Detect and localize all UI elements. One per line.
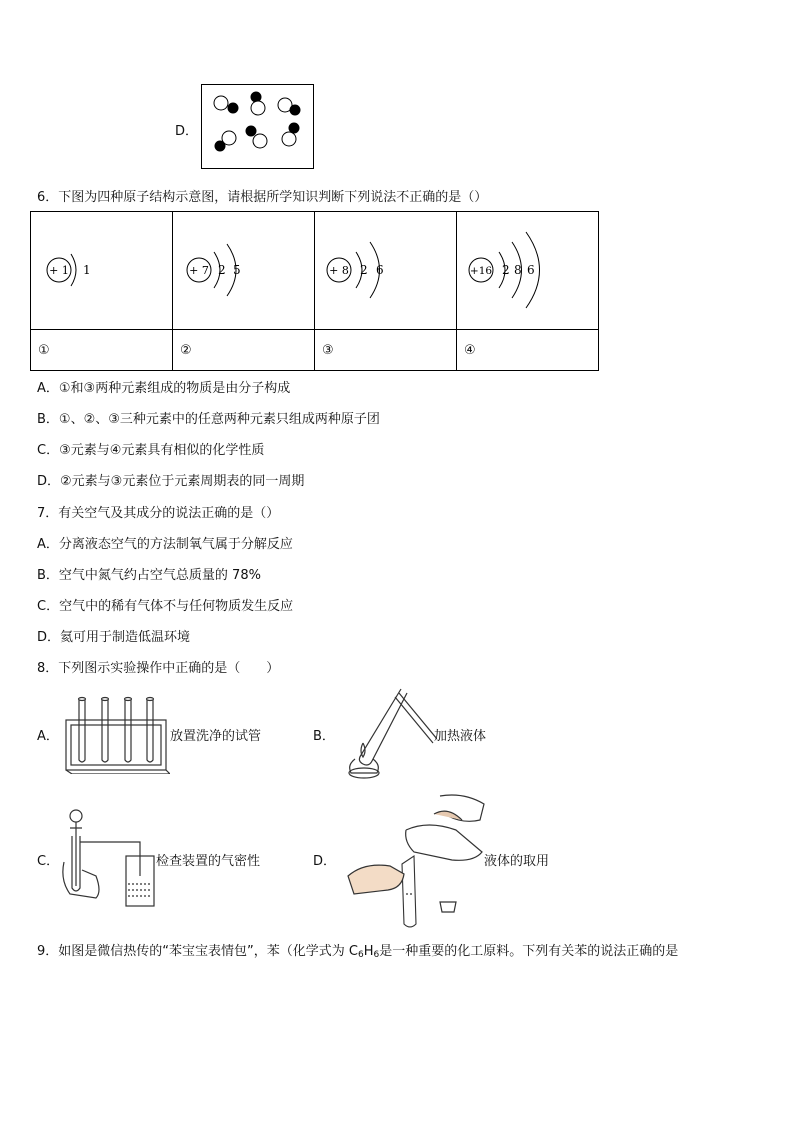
q7-option-c: C．空气中的稀有气体不与任何物质发生反应 — [37, 599, 294, 614]
shell-count: 2 — [218, 263, 226, 277]
atom-structure-table — [30, 211, 599, 371]
atom-label-4: ④ — [457, 330, 599, 371]
atom-cell-1 — [31, 212, 173, 330]
heating-liquid-image — [337, 685, 437, 781]
q9-subscript-2: 6 — [373, 950, 380, 960]
q8-option-d-caption: 液体的取用 — [484, 854, 550, 869]
q9-stem — [37, 940, 678, 960]
q8-option-c-caption: 检查装置的气密性 — [156, 854, 261, 869]
atom-label-1: ① — [31, 330, 173, 371]
atom-diagram-hydrogen — [31, 212, 165, 325]
nucleus-label: + 1 — [49, 264, 69, 277]
q9-stem-mid: H — [363, 944, 374, 959]
nucleus-label: + 7 — [189, 264, 209, 277]
shell-count: 2 — [360, 263, 368, 277]
atom-label-2: ② — [173, 330, 315, 371]
test-tube-rack-image — [62, 692, 170, 774]
q6-option-d: D．②元素与③元素位于元素周期表的同一周期 — [37, 474, 305, 489]
shell-count: 2 — [502, 263, 510, 277]
atom-cell-3 — [315, 212, 457, 330]
q7-option-a: A．分离液态空气的方法制氧气属于分解反应 — [37, 537, 293, 552]
shell-count: 8 — [514, 263, 522, 277]
liquid-pouring-image — [344, 790, 494, 928]
nucleus-label: +16 — [469, 265, 493, 277]
shell-count: 6 — [527, 263, 535, 277]
q6-option-a: A．①和③两种元素组成的物质是由分子构成 — [37, 381, 291, 396]
q8-option-b-letter: B． — [313, 729, 335, 744]
q7-option-d: D．氦可用于制造低温环境 — [37, 630, 191, 645]
q6-option-b: B．①、②、③三种元素中的任意两种元素只组成两种原子团 — [37, 412, 380, 427]
q6-option-c: C．③元素与④元素具有相似的化学性质 — [37, 443, 265, 458]
q8-option-a-caption: 放置洗净的试管 — [170, 729, 262, 744]
q8-option-c-letter: C． — [37, 854, 60, 869]
q8-option-b-caption: 加热液体 — [434, 729, 487, 744]
q8-option-a-letter: A． — [37, 729, 59, 744]
q8-option-d-letter: D． — [313, 854, 337, 869]
q9-stem-part2: 是一种重要的化工原料。下列有关苯的说法正确的是 — [379, 944, 679, 959]
atom-cell-4 — [457, 212, 599, 330]
q7-stem: 7．有关空气及其成分的说法正确的是（） — [37, 506, 280, 521]
q7-option-b: B．空气中氮气约占空气总质量的 78% — [37, 568, 261, 583]
atom-label-3: ③ — [315, 330, 457, 371]
airtightness-check-image — [60, 806, 160, 910]
q9-subscript-1: 6 — [357, 950, 364, 960]
nucleus-label: + 8 — [329, 264, 349, 277]
q8-stem: 8．下列图示实验操作中正确的是（ ） — [37, 661, 280, 676]
atom-diagram-oxygen — [315, 212, 449, 325]
q5-option-d-diagram — [201, 84, 315, 170]
shell-count: 6 — [376, 263, 384, 277]
q6-stem: 6．下图为四种原子结构示意图，请根据所学知识判断下列说法不正确的是（） — [37, 190, 488, 205]
q9-stem-part1: 9．如图是微信热传的“苯宝宝表情包”，苯（化学式为 C — [37, 944, 358, 959]
shell-count: 5 — [233, 263, 241, 277]
atom-diagram-sulfur — [457, 212, 591, 325]
shell-count: 1 — [83, 263, 91, 277]
atom-cell-2 — [173, 212, 315, 330]
q5-option-d-label: D． — [175, 124, 199, 139]
atom-diagram-nitrogen — [173, 212, 307, 325]
